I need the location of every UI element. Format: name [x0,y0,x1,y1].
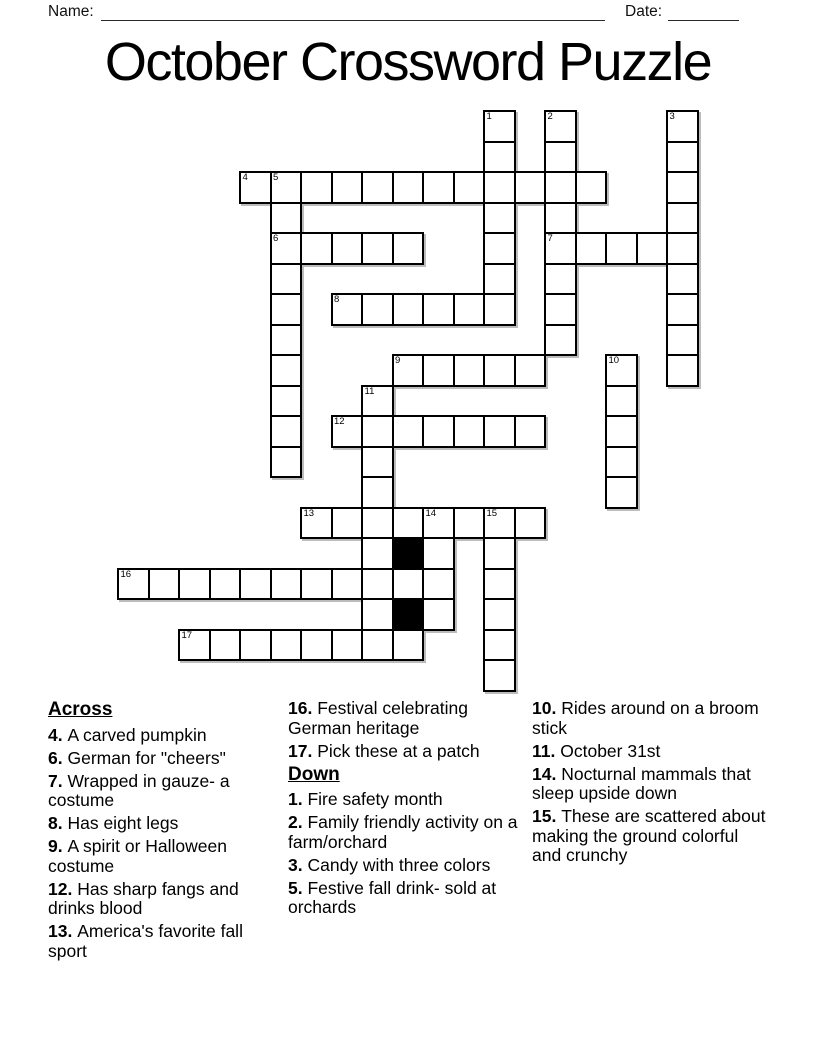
grid-cell[interactable] [422,568,455,601]
grid-cell[interactable] [361,232,394,265]
grid-cell[interactable] [270,568,303,601]
grid-cell[interactable] [422,507,455,540]
cell-number: 11 [364,385,375,397]
grid-cell[interactable] [544,141,577,174]
grid-cell[interactable] [483,110,516,143]
page-title: October Crossword Puzzle [104,32,712,92]
clue-item [288,699,528,738]
grid-cell[interactable] [392,171,425,204]
grid-cell[interactable] [575,232,608,265]
grid-cell[interactable] [331,171,364,204]
clue-section-header-across: Across [48,699,113,720]
grid-cell[interactable] [117,568,150,601]
grid-cell[interactable] [361,598,394,631]
cell-number: 14 [425,507,437,519]
grid-cell[interactable] [361,446,394,479]
clue-number: 14. [532,763,562,784]
cell-number: 13 [303,507,315,519]
grid-cell[interactable] [270,202,303,235]
grid-cell[interactable] [514,415,547,448]
grid-cell[interactable] [178,568,211,601]
grid-cell[interactable] [361,293,394,326]
clues-column-across [48,699,281,965]
grid-cell[interactable] [361,415,394,448]
clue-item [288,813,528,852]
grid-cell[interactable] [514,171,547,204]
clue-item [48,922,281,961]
cell-number: 2 [547,111,553,122]
clue-item [532,807,770,866]
cell-number: 5 [273,172,279,183]
clue-number: 15. [532,806,562,826]
grid-cell[interactable] [605,232,638,265]
cell-number: 15 [486,507,498,519]
grid-cell[interactable] [483,598,516,631]
clue-item [48,749,281,769]
grid-cell[interactable] [270,629,303,662]
name-label: Name: [48,3,94,20]
grid-cell[interactable] [300,568,333,601]
grid-cell[interactable] [392,354,425,387]
grid-cell[interactable] [331,415,364,448]
grid-cell[interactable] [666,293,699,326]
clue-number: 11. [532,740,561,761]
clue-item [48,837,281,876]
clue-text: Candy with three colors [307,854,491,875]
grid-cell[interactable] [392,232,425,265]
clue-item [532,699,770,738]
grid-cell[interactable] [666,141,699,174]
clue-text: Fire safety month [307,789,443,809]
grid-cell[interactable] [270,263,303,296]
grid-cell[interactable] [483,202,516,235]
clue-text: Nocturnal mammals that sleep upside down [532,763,751,803]
date-label: Date: [625,3,663,20]
grid-cell[interactable] [544,232,577,265]
clue-number: 7. [48,770,68,791]
grid-cell[interactable] [392,293,425,326]
grid-cell[interactable] [361,568,394,601]
clue-number: 3. [288,854,308,875]
grid-cell[interactable] [453,354,486,387]
grid-cell[interactable] [483,354,516,387]
grid-cell[interactable] [483,293,516,326]
grid-cell[interactable] [666,171,699,204]
grid-cell[interactable] [422,415,455,448]
clue-text: Rides around on a broom stick [532,698,759,738]
grid-cell[interactable] [544,171,577,204]
clue-text: October 31st [560,740,661,761]
cell-number: 12 [334,416,345,427]
grid-cell[interactable] [239,171,272,204]
grid-cell[interactable] [514,507,547,540]
grid-cell[interactable] [605,354,638,387]
cell-number: 17 [181,629,193,641]
clue-text: America's favorite fall sport [48,921,243,961]
grid-cell[interactable] [422,354,455,387]
clue-item [48,814,281,834]
grid-cell[interactable] [361,507,394,540]
cell-number: 10 [608,355,620,366]
grid-cell[interactable] [453,507,486,540]
clue-text: Pick these at a patch [317,740,480,761]
clue-text: German for "cheers" [67,747,226,768]
grid-cell[interactable] [575,171,608,204]
clue-number: 1. [288,789,308,809]
clue-section-header-down: Down [288,763,340,785]
grid-cell[interactable] [361,171,394,204]
grid-cell[interactable] [209,568,242,601]
grid-cell[interactable] [148,568,181,601]
grid-cell[interactable] [270,171,303,204]
grid-cell[interactable] [392,568,425,601]
cell-number: 3 [669,111,675,122]
grid-cell[interactable] [544,110,577,143]
grid-cell[interactable] [331,293,364,326]
clue-number: 13. [48,921,78,941]
grid-cell[interactable] [270,354,303,387]
grid-cell[interactable] [422,171,455,204]
clue-item [48,726,281,746]
grid-cell[interactable] [544,293,577,326]
grid-cell[interactable] [605,415,638,448]
grid-cell[interactable] [361,629,394,662]
grid-cell-black [392,537,425,570]
cell-number: 1 [486,111,492,122]
grid-cell[interactable] [392,415,425,448]
grid-cell[interactable] [483,232,516,265]
clue-item [48,772,281,811]
grid-cell-black [392,598,425,631]
grid-cell[interactable] [544,324,577,357]
grid-cell[interactable] [483,141,516,174]
grid-cell[interactable] [544,202,577,235]
clue-text: Festive fall drink- sold at orchards [288,877,497,917]
clue-text: Has sharp fangs and drinks blood [48,878,239,918]
grid-cell[interactable] [239,568,272,601]
clue-text: Wrapped in gauze- a costume [48,770,230,810]
clue-item [288,879,528,918]
clue-number: 12. [48,878,78,899]
clue-number: 6. [48,747,68,768]
grid-cell[interactable] [483,171,516,204]
clue-item [48,880,281,919]
grid-cell[interactable] [331,232,364,265]
name-input-line[interactable] [101,3,605,21]
grid-cell[interactable] [483,507,516,540]
clue-number: 2. [288,812,308,832]
cell-number: 6 [273,233,279,244]
grid-cell[interactable] [605,446,638,479]
grid-cell[interactable] [666,202,699,235]
grid-cell[interactable] [666,354,699,387]
grid-cell[interactable] [544,263,577,296]
grid-cell[interactable] [270,232,303,265]
grid-cell[interactable] [483,415,516,448]
grid-cell[interactable] [483,263,516,296]
cell-number: 9 [395,355,401,366]
grid-cell[interactable] [483,629,516,662]
grid-cell[interactable] [270,385,303,418]
grid-cell[interactable] [453,293,486,326]
grid-cell[interactable] [331,507,364,540]
grid-cell[interactable] [331,568,364,601]
grid-cell[interactable] [392,507,425,540]
clue-number: 4. [48,724,68,745]
grid-cell[interactable] [483,659,516,692]
cell-number: 8 [334,294,340,305]
clue-text: Has eight legs [67,813,179,833]
cell-number: 4 [242,172,248,183]
grid-cell[interactable] [422,537,455,570]
clues-column-down [532,699,770,869]
grid-cell[interactable] [270,446,303,479]
grid-cell[interactable] [422,293,455,326]
grid-cell[interactable] [209,629,242,662]
grid-cell[interactable] [270,324,303,357]
cell-number: 7 [547,233,553,244]
grid-cell[interactable] [270,415,303,448]
grid-cell[interactable] [392,629,425,662]
grid-cell[interactable] [300,232,333,265]
grid-cell[interactable] [453,171,486,204]
clue-text: Festival celebrating German heritage [288,698,468,738]
clue-number: 17. [288,740,318,761]
grid-cell[interactable] [453,415,486,448]
clue-item [532,765,770,804]
grid-cell[interactable] [666,232,699,265]
grid-cell[interactable] [361,385,394,418]
clues-column-middle [288,699,528,921]
crossword-grid [117,110,717,710]
clue-text: A carved pumpkin [67,724,207,745]
grid-cell[interactable] [422,598,455,631]
grid-cell[interactable] [300,507,333,540]
clue-text: Family friendly activity on a farm/orchard [288,812,518,852]
clue-item [288,856,528,876]
date-input-line[interactable] [668,3,739,21]
grid-cell[interactable] [300,171,333,204]
cell-number: 16 [120,568,132,580]
grid-cell[interactable] [270,293,303,326]
grid-cell[interactable] [483,537,516,570]
clue-number: 10. [532,698,562,718]
clue-item [288,790,528,810]
grid-cell[interactable] [666,110,699,143]
clue-number: 5. [288,877,308,898]
grid-cell[interactable] [666,263,699,296]
grid-cell[interactable] [483,568,516,601]
clue-text: A spirit or Halloween costume [48,836,227,876]
grid-cell[interactable] [239,629,272,662]
clue-number: 9. [48,836,68,856]
grid-cell[interactable] [178,629,211,662]
clue-item [532,742,770,762]
grid-cell[interactable] [514,354,547,387]
clue-text: These are scattered about making the ground colorful and crunchy [532,806,766,865]
grid-cell[interactable] [361,476,394,509]
grid-cell[interactable] [300,629,333,662]
grid-cell[interactable] [666,324,699,357]
grid-cell[interactable] [636,232,669,265]
clue-number: 16. [288,698,318,718]
grid-cell[interactable] [331,629,364,662]
grid-cell[interactable] [605,476,638,509]
grid-cell[interactable] [361,537,394,570]
grid-cell[interactable] [605,385,638,418]
clue-item [288,742,528,762]
clue-number: 8. [48,813,68,833]
